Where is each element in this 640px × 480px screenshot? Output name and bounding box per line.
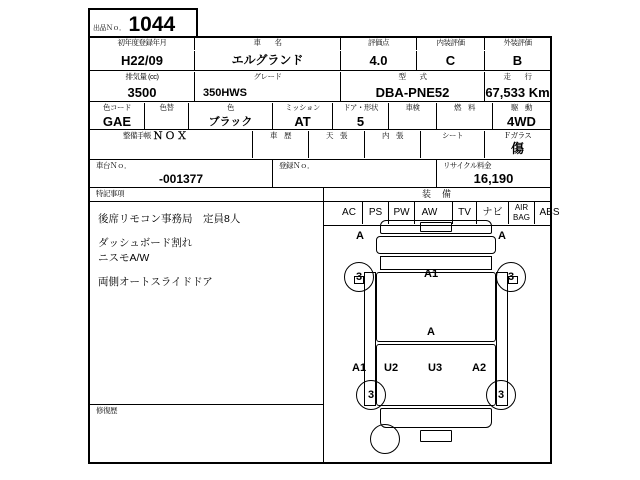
diagram-hood	[376, 236, 496, 254]
value-seat	[420, 142, 484, 158]
label-car-name: 車 名	[194, 38, 340, 50]
label-drive: 駆 動	[492, 103, 550, 114]
label-grade: グレード	[194, 72, 340, 84]
label-front-glass: Ｆガラス	[484, 131, 550, 142]
value-inspection	[388, 114, 436, 130]
label-repair-history: 修復歴	[96, 406, 117, 415]
damage-mark-7: U3	[428, 362, 443, 374]
wheel-front-left: 3	[344, 262, 374, 292]
remark-gap-2	[98, 266, 322, 275]
diagram-trunk-circle	[370, 424, 400, 454]
value-doors: 5	[332, 114, 388, 130]
label-inspection: 車検	[388, 103, 436, 114]
divider-repair	[90, 404, 324, 405]
diagram-rear-bumper	[380, 408, 492, 428]
value-grade-score: 4.0	[340, 51, 416, 70]
value-exterior-score: B	[484, 51, 550, 70]
damage-mark-1: A	[356, 230, 364, 242]
equip-tv: TV	[452, 202, 476, 224]
remark-line-1: 後席リモコン事務局 定員8人	[98, 213, 241, 225]
value-interior-score: C	[416, 51, 484, 70]
lot-number-label: 出品Ｎｏ．	[93, 25, 126, 32]
diagram-rear-body	[376, 344, 496, 406]
value-nox: ＮＯＸ	[153, 131, 189, 142]
label-mileage: 走 行	[484, 72, 550, 84]
wheel-rear-left: 3	[356, 380, 386, 410]
label-car-history: 車 歴	[252, 131, 308, 142]
divider-row4	[90, 159, 550, 160]
equip-airbag-line2: BAG	[513, 213, 530, 222]
wheel-front-right: 3	[496, 262, 526, 292]
value-grade: 350HWS	[194, 84, 340, 102]
value-model-code: DBA-PNE52	[340, 84, 484, 102]
diagram-roof	[376, 272, 496, 342]
equip-ps: PS	[362, 202, 388, 224]
value-car-history	[252, 142, 308, 158]
equip-aw: AW	[414, 202, 444, 224]
equip-pw: PW	[388, 202, 414, 224]
label-model-code: 型 式	[340, 72, 484, 84]
value-recycle-fee: 16,190	[473, 171, 514, 186]
lot-number-value: 1044	[128, 13, 176, 36]
label-grade-score: 評価点	[340, 38, 416, 50]
label-remarks: 特記事項	[96, 189, 124, 198]
value-chassis-no: -001377	[158, 172, 204, 186]
value-color-change	[144, 114, 188, 130]
label-color-change: 色替	[144, 103, 188, 114]
value-color-code: GAE	[102, 114, 132, 129]
equip-abs: ABS	[534, 202, 564, 224]
remark-gap-1	[98, 227, 322, 236]
value-ceiling	[308, 142, 364, 158]
value-first-registration: H22/09	[121, 53, 163, 68]
label-color: 色	[188, 103, 272, 114]
value-color: ブラック	[188, 114, 272, 130]
divider-row2	[90, 101, 550, 102]
damage-mark-8: A2	[472, 362, 487, 374]
diagram-rear-plate	[420, 430, 452, 442]
diagram-front-plate	[420, 222, 452, 232]
label-color-code: 色コード	[103, 103, 131, 112]
label-interior-score: 内装評価	[416, 38, 484, 50]
remark-line-4: 両側オートスライドドア	[98, 276, 213, 288]
value-car-name: エルグランド	[194, 51, 340, 70]
value-fuel	[436, 114, 492, 130]
value-front-glass: 傷	[484, 140, 550, 158]
label-exterior-score: 外装評価	[484, 38, 550, 50]
label-service-book: 整備手帳	[123, 131, 151, 140]
divider-row1	[90, 70, 550, 71]
label-seat: シート	[420, 131, 484, 142]
car-damage-diagram	[324, 216, 548, 462]
label-recycle-fee: リサイクル料金	[436, 161, 550, 172]
divider-row5	[90, 187, 550, 188]
label-registration-no: 登録Ｎｏ．	[272, 161, 362, 172]
remark-line-3: ニスモA/W	[98, 252, 150, 264]
damage-mark-5: A1	[352, 362, 367, 374]
damage-mark-3: A1	[424, 268, 439, 280]
value-mission: AT	[272, 114, 332, 130]
remark-line-2: ダッシュボード割れ	[98, 237, 193, 249]
label-chassis-no: 車台Ｎｏ．	[96, 161, 131, 170]
equip-ac: AC	[342, 207, 356, 218]
label-doors: ドア・形状	[332, 103, 388, 114]
lot-number-box	[88, 8, 198, 38]
label-lining: 内 張	[364, 131, 420, 142]
value-drive: 4WD	[492, 114, 550, 130]
label-equipment: 装 備	[421, 189, 452, 199]
equip-airbag-line1: AIR	[514, 203, 529, 212]
value-mileage: 67,533 Km	[485, 85, 550, 100]
damage-mark-6: U2	[384, 362, 399, 374]
label-first-registration: 初年度登録年月	[117, 38, 167, 47]
equip-navi: ナビ	[476, 202, 508, 224]
label-fuel: 燃 料	[436, 103, 492, 114]
value-lining	[364, 142, 420, 158]
label-ceiling: 天 張	[308, 131, 364, 142]
damage-mark-2: A	[498, 230, 506, 242]
wheel-rear-right: 3	[486, 380, 516, 410]
remarks-text	[90, 206, 322, 406]
value-registration-no	[273, 171, 435, 187]
divider-remarks-label	[90, 201, 324, 202]
value-displacement: 3500	[127, 85, 157, 100]
label-displacement: 排気量 (cc)	[125, 72, 159, 81]
label-mission: ミッション	[272, 103, 332, 114]
damage-mark-4: A	[427, 326, 435, 338]
